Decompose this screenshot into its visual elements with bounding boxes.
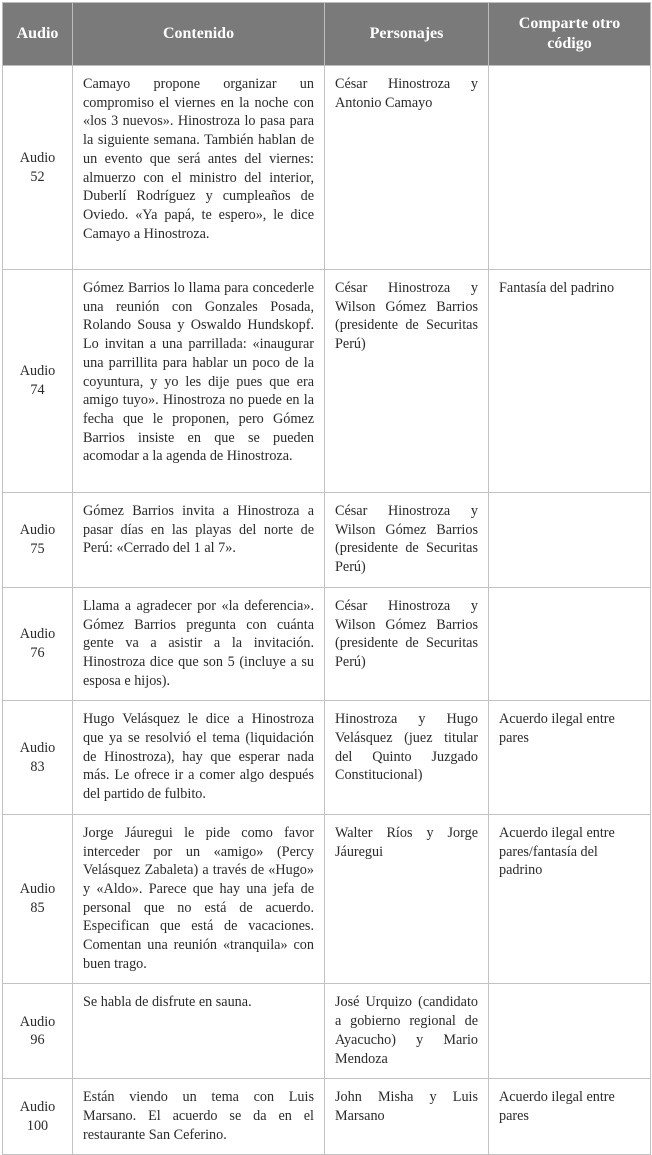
- audio-cell: [3, 270, 73, 493]
- table-row: [3, 701, 651, 815]
- audio-label: Audio: [19, 1013, 56, 1030]
- audio-number: 85: [30, 900, 45, 917]
- audio-number: 76: [30, 645, 45, 662]
- contenido-cell: Se habla de disfrute en sauna.: [73, 984, 325, 1079]
- audio-label: Audio: [19, 363, 56, 380]
- comparte-cell: Acuerdo ilegal entre pares: [489, 701, 651, 815]
- header-contenido: Contenido: [73, 3, 325, 66]
- audio-cell: [3, 814, 73, 984]
- personajes-cell: John Misha y Luis Marsano: [325, 1079, 489, 1155]
- personajes-cell: Hinostroza y Hugo Velásquez (juez titular del Quinto Juzgado Constitucional): [325, 701, 489, 815]
- personajes-cell: José Urquizo (candidato a gobierno regional de Ayacucho) y Mario Mendoza: [325, 984, 489, 1079]
- audio-label: Audio: [19, 522, 56, 539]
- personajes-cell: César Hinostroza y Wilson Gómez Barrios (presidente de Securitas Perú): [325, 493, 489, 588]
- header-audio: Audio: [3, 3, 73, 66]
- table-row: [3, 270, 651, 493]
- table-body: [3, 66, 651, 1155]
- table-row: [3, 984, 651, 1079]
- audio-cell: [3, 984, 73, 1079]
- table-row: [3, 1079, 651, 1155]
- comparte-cell: Fantasía del padrino: [489, 270, 651, 493]
- contenido-cell: Jorge Jáuregui le pide como favor interceder por un «amigo» (Percy Velásquez Zabaleta) a través de «Hugo» y «Aldo». Parece que hay una jefa de personal que no está de acuerdo. Especifican que está de vacaciones. Comentan una reunión «tranquila» con buen trago.: [73, 814, 325, 984]
- header-row: [3, 3, 651, 66]
- header-comparte: Comparte otro código: [489, 3, 651, 66]
- contenido-cell: Llama a agradecer por «la deferencia». Gómez Barrios pregunta con cuánta gente va a asistir a la invitación. Hinostroza dice que son 5 (incluye a su esposa e hijos).: [73, 587, 325, 701]
- table-row: [3, 493, 651, 588]
- audio-cell: [3, 66, 73, 270]
- audio-label: Audio: [19, 1099, 56, 1116]
- contenido-cell: Hugo Velásquez le dice a Hinostroza que ya se resolvió el tema (liquidación de Hinostroza), hay que esperar nada más. Le ofrece ir a comer algo después del partido de fulbito.: [73, 701, 325, 815]
- personajes-cell: César Hinostroza y Wilson Gómez Barrios (presidente de Securitas Perú): [325, 587, 489, 701]
- audio-cell: [3, 701, 73, 815]
- audio-table: [2, 2, 651, 1155]
- comparte-cell: Acuerdo ilegal entre pares/fantasía del padrino: [489, 814, 651, 984]
- audio-number: 75: [30, 540, 45, 557]
- comparte-cell: [489, 66, 651, 270]
- personajes-cell: César Hinostroza y Antonio Camayo: [325, 66, 489, 270]
- audio-number: 83: [30, 758, 45, 775]
- comparte-cell: [489, 493, 651, 588]
- comparte-cell: [489, 984, 651, 1079]
- table-header: [3, 3, 651, 66]
- audio-cell: [3, 493, 73, 588]
- audio-label: Audio: [19, 881, 56, 898]
- audio-number: 100: [26, 1117, 49, 1134]
- audio-cell: [3, 1079, 73, 1155]
- audio-label: Audio: [19, 626, 56, 643]
- contenido-cell: Gómez Barrios lo llama para concederle una reunión con Gonzales Posada, Rolando Sousa y Oswaldo Hundskopf. Lo invitan a una parrillada: «inaugurar una parrillita para hablar un poco de la coyuntura, y yo les dije pues que era amigo tuyo». Hinostroza no puede en la fecha que le proponen, pero Gómez Barrios insiste en que se pueden acomodar a la agenda de Hinostroza.: [73, 270, 325, 493]
- comparte-cell: Acuerdo ilegal entre pares: [489, 1079, 651, 1155]
- contenido-cell: Camayo propone organizar un compromiso el viernes en la noche con «los 3 nuevos». Hinostroza lo pasa para la siguiente semana. También hablan de un evento que será antes del viernes: almuerzo con el ministro del interior, Duberlí Rodríguez y cumpleaños de Oviedo. «Ya papá, te espero», le dice Camayo a Hinostroza.: [73, 66, 325, 270]
- audio-number: 52: [30, 168, 45, 185]
- header-personajes: Personajes: [325, 3, 489, 66]
- audio-number: 96: [30, 1032, 45, 1049]
- contenido-cell: Gómez Barrios invita a Hinostroza a pasar días en las playas del norte de Perú: «Cerrado del 1 al 7».: [73, 493, 325, 588]
- table-row: [3, 814, 651, 984]
- personajes-cell: Walter Ríos y Jorge Jáuregui: [325, 814, 489, 984]
- personajes-cell: César Hinostroza y Wilson Gómez Barrios (presidente de Securitas Perú): [325, 270, 489, 493]
- audio-label: Audio: [19, 739, 56, 756]
- audio-label: Audio: [19, 149, 56, 166]
- table-row: [3, 66, 651, 270]
- audio-cell: [3, 587, 73, 701]
- table-row: [3, 587, 651, 701]
- comparte-cell: [489, 587, 651, 701]
- contenido-cell: Están viendo un tema con Luis Marsano. El acuerdo se da en el restaurante San Ceferino.: [73, 1079, 325, 1155]
- audio-number: 74: [30, 382, 45, 398]
